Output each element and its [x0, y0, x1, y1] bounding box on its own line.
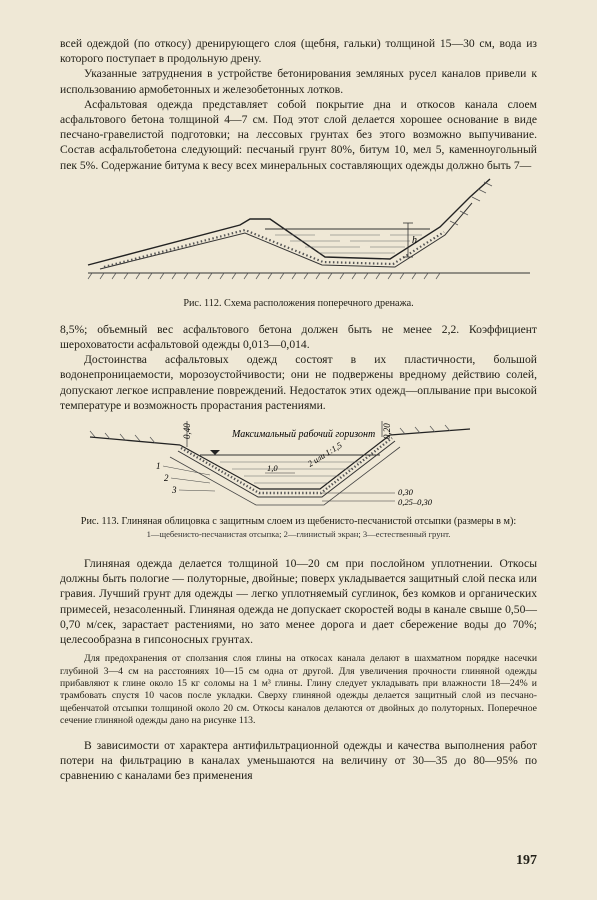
figure-113-legend: 1—щебенисто-песчанистая отсыпка; 2—глинистый экран; 3—естественный грунт.	[146, 529, 451, 540]
figure-112-caption: Рис. 112. Схема расположения поперечного дренажа.	[183, 297, 414, 309]
label-0-30: 0,30	[398, 487, 413, 498]
page-number: 197	[516, 853, 537, 868]
figure-113	[60, 417, 537, 540]
paragraph-3: Асфальтовая одежда представляет собой покрытие дна и откосов канала слоем асфальтового бетона толщиной 4—7 см. Под этот слой делается хорошее основание в виде песчано-гравелистой подготовки; на лессовых грунтах без этого возможно выпучивание. Состав асфальтобетона следующий: песчаный грунт 80%, битум 10, мел 5, каменноугольный пек 5%. Содержание битума к весу всех минеральных составляющих одежды должно быть 7—	[60, 97, 537, 172]
figure-113-caption: Рис. 113. Глиняная облицовка с защитным слоем из щебенисто-песчанистой отсыпки (размеры в м):	[80, 516, 517, 528]
drainage-diagram	[60, 177, 537, 295]
note-paragraph: Для предохранения от сползания слоя глины на откосах канала делают в шахматном порядке насечки глубиной 3—4 см на расстояниях 10—15 см одна от другой. Для увеличения прочности глиняной одежды прибавляют к глине около 15 кг соломы на 1 м³ глины. Глину следует укладывать при влажности 18—24% и трамбовать спустя 10 часов после укладки. Сверху глиняной одежды делается защитный слой из песчано-щебенчатой отсыпки толщиной около 20 см. Откосы каналов делаются от двойных до полуторных. Поперечное сечение глиняной одежды дано на рисунке 113.	[60, 653, 537, 727]
figure-112	[60, 177, 537, 310]
paragraph-4: 8,5%; объемный вес асфальтового бетона должен быть не менее 2,2. Коэффициент шероховатости асфальтовой одежды 0,013—0,014.	[60, 322, 537, 352]
marker-2: 2	[164, 473, 169, 484]
paragraph-6: Глиняная одежда делается толщиной 10—20 см при послойном уплотнении. Откосы должны быть пологие — полуторные, двойные; поверх укладывается защитный слой песка или гравия. Лучший грунт для одежды — легко уплотняемый суглинок, без комков и органических примесей, незасоленный. Глиняная одежда не допускает скоростей воды в канале свыше 0,50—0,70 м/сек, зарастает растениями, но зато менее дорога и дает сбережение воды до 70%; целесообразна в гипсоносных грунтах.	[60, 557, 537, 647]
label-0-20: 0,20	[382, 423, 392, 440]
paragraph-1: всей одеждой (по откосу) дренирующего слоя (щебня, гальки) толщиной 15—30 см, вода из которого поступает в продольную дрену.	[60, 37, 537, 66]
paragraph-5: Достоинства асфальтовых одежд состоят в их пластичности, большой водонепроницаемости, морозоустойчивости; они не подвержены вредному действию солей, допускают легкое исправление повреждений. Недостаток этих одежд—оплывание при высокой температуре и возможность прорастания растениями.	[60, 353, 537, 412]
label-max-horizon: Максимальный рабочий горизонт	[232, 429, 376, 441]
label-0-25-0-30: 0,25–0,30	[398, 497, 432, 508]
label-h: h	[412, 234, 417, 246]
paragraph-8: В зависимости от характера антифильтрационной одежды и качества выполнения работ потери на фильтрацию в каналах уменьшаются на величину от 30—35 до 80—95% по сравнению с каналами без применения	[60, 738, 537, 783]
label-0-40: 0,40	[182, 423, 192, 440]
clay-lining-diagram	[60, 417, 537, 513]
label-1-0: 1,0	[267, 463, 278, 474]
marker-3: 3	[172, 485, 177, 496]
paragraph-2: Указанные затруднения в устройстве бетонирования земляных русел каналов привели к использованию армобетонных и железобетонных лотков.	[60, 67, 537, 96]
marker-1: 1	[156, 461, 161, 472]
label-slope: 2 или 1:1,5	[305, 439, 344, 469]
